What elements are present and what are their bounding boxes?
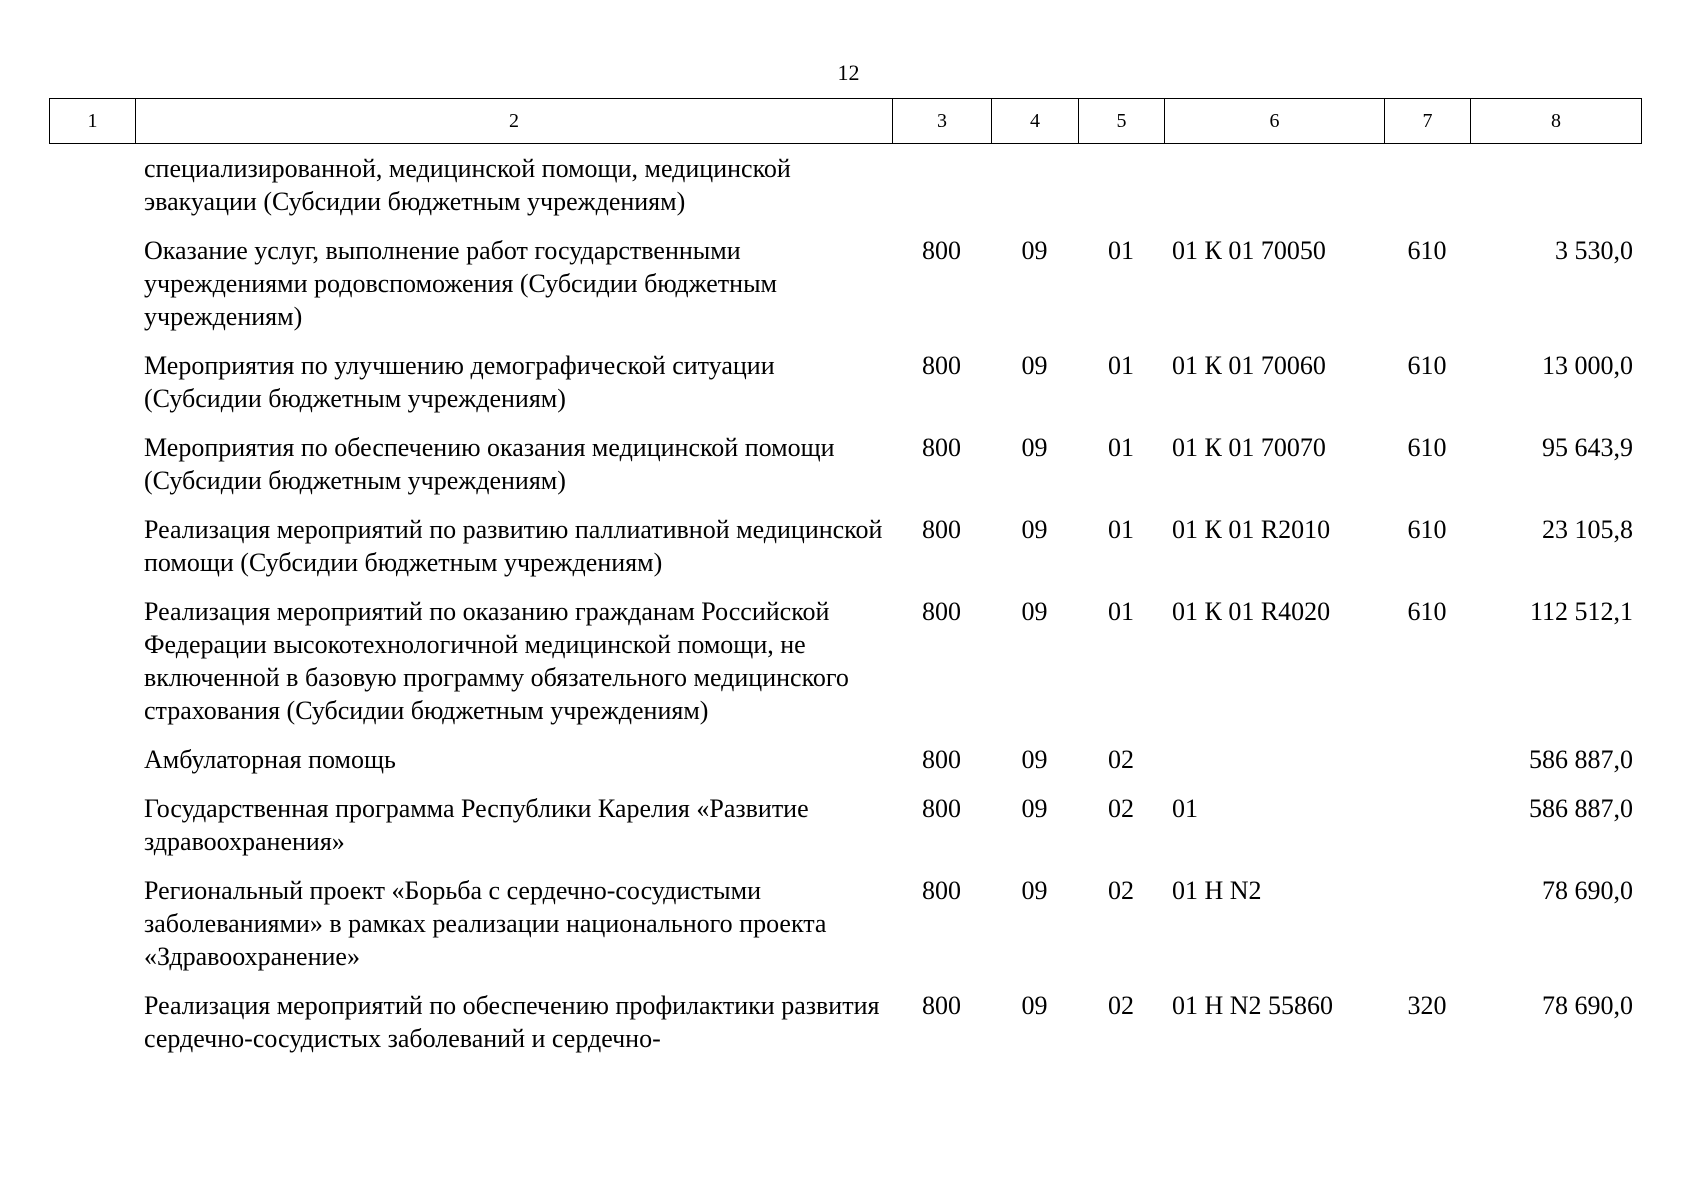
page-number: 12 bbox=[837, 60, 860, 85]
row-amount: 95 643,9 bbox=[1542, 433, 1633, 462]
table-row bbox=[49, 595, 1641, 727]
row-name: Реализация мероприятий по оказанию гражданам Российской Федерации высокотехнологичной медицинской помощи, не включенной в базовую программу обязательного медицинского страхования (Субсидии бюджетным учреждениям) bbox=[144, 597, 849, 725]
table-row bbox=[49, 792, 1641, 858]
row-amount: 78 690,0 bbox=[1542, 991, 1633, 1020]
row-section: 09 bbox=[1021, 745, 1048, 774]
row-amount: 78 690,0 bbox=[1542, 876, 1633, 905]
row-name: Государственная программа Республики Карелия «Развитие здравоохранения» bbox=[144, 794, 809, 856]
row-name: Оказание услуг, выполнение работ государственными учреждениями родовспоможения (Субсидии бюджетным учреждениям) bbox=[144, 236, 777, 331]
row-name: Мероприятия по улучшению демографической ситуации (Субсидии бюджетным учреждениям) bbox=[144, 351, 775, 413]
row-subsection: 02 bbox=[1108, 794, 1134, 823]
row-admin-code: 800 bbox=[922, 515, 961, 544]
row-expense-type: 320 bbox=[1407, 991, 1447, 1020]
row-admin-code: 800 bbox=[922, 351, 961, 380]
row-name: Амбулаторная помощь bbox=[144, 745, 396, 774]
row-section: 09 bbox=[1021, 794, 1048, 823]
row-subsection: 01 bbox=[1108, 236, 1134, 265]
row-section: 09 bbox=[1021, 597, 1048, 626]
row-admin-code: 800 bbox=[922, 433, 961, 462]
row-section: 09 bbox=[1021, 991, 1048, 1020]
row-target-code: 01 Н N2 55860 bbox=[1172, 991, 1334, 1020]
row-section: 09 bbox=[1021, 351, 1048, 380]
row-amount: 13 000,0 bbox=[1542, 351, 1633, 380]
row-target-code: 01 К 01 70050 bbox=[1172, 236, 1326, 265]
row-subsection: 02 bbox=[1108, 876, 1134, 905]
row-subsection: 01 bbox=[1108, 515, 1134, 544]
column-header-8: 8 bbox=[1471, 99, 1642, 144]
table-row bbox=[49, 234, 1641, 333]
row-name: Мероприятия по обеспечению оказания медицинской помощи (Субсидии бюджетным учреждениям) bbox=[144, 433, 835, 495]
row-amount: 3 530,0 bbox=[1555, 236, 1633, 265]
column-header-1: 1 bbox=[50, 99, 136, 144]
table-row bbox=[49, 874, 1641, 973]
row-subsection: 01 bbox=[1108, 433, 1134, 462]
row-subsection: 02 bbox=[1108, 745, 1134, 774]
column-header-7: 7 bbox=[1385, 99, 1471, 144]
column-header-6: 6 bbox=[1165, 99, 1385, 144]
table-body bbox=[49, 152, 1641, 1055]
column-header-2: 2 bbox=[136, 99, 893, 144]
row-section: 09 bbox=[1021, 515, 1048, 544]
row-section: 09 bbox=[1021, 236, 1048, 265]
row-admin-code: 800 bbox=[922, 597, 961, 626]
table-row bbox=[49, 989, 1641, 1055]
row-amount: 112 512,1 bbox=[1529, 597, 1633, 626]
row-target-code: 01 bbox=[1172, 794, 1198, 823]
row-expense-type: 610 bbox=[1407, 433, 1447, 462]
row-admin-code: 800 bbox=[922, 745, 961, 774]
row-expense-type: 610 bbox=[1407, 515, 1447, 544]
column-header-4: 4 bbox=[992, 99, 1079, 144]
table-row bbox=[49, 152, 1641, 218]
table-row bbox=[49, 431, 1641, 497]
row-admin-code: 800 bbox=[922, 236, 961, 265]
table-row bbox=[49, 513, 1641, 579]
row-name: Реализация мероприятий по развитию паллиативной медицинской помощи (Субсидии бюджетным учреждениям) bbox=[144, 515, 883, 577]
row-section: 09 bbox=[1021, 876, 1048, 905]
row-amount: 23 105,8 bbox=[1542, 515, 1633, 544]
row-admin-code: 800 bbox=[922, 794, 961, 823]
table-row bbox=[49, 349, 1641, 415]
row-target-code: 01 Н N2 bbox=[1172, 876, 1262, 905]
row-expense-type: 610 bbox=[1407, 236, 1447, 265]
table-row bbox=[49, 743, 1641, 776]
row-name: специализированной, медицинской помощи, медицинской эвакуации (Субсидии бюджетным учреждениям) bbox=[144, 154, 791, 216]
row-target-code: 01 К 01 70060 bbox=[1172, 351, 1326, 380]
row-name: Реализация мероприятий по обеспечению профилактики развития сердечно-сосудистых заболеваний и сердечно- bbox=[144, 991, 880, 1053]
row-target-code: 01 К 01 R2010 bbox=[1172, 515, 1331, 544]
row-target-code: 01 К 01 R4020 bbox=[1172, 597, 1331, 626]
row-name: Региональный проект «Борьба с сердечно-сосудистыми заболеваниями» в рамках реализации национального проекта «Здравоохранение» bbox=[144, 876, 827, 971]
row-amount: 586 887,0 bbox=[1529, 794, 1633, 823]
row-target-code: 01 К 01 70070 bbox=[1172, 433, 1326, 462]
row-admin-code: 800 bbox=[922, 876, 961, 905]
row-admin-code: 800 bbox=[922, 991, 961, 1020]
column-header-5: 5 bbox=[1079, 99, 1165, 144]
table-header bbox=[49, 98, 1642, 144]
row-section: 09 bbox=[1021, 433, 1048, 462]
row-subsection: 02 bbox=[1108, 991, 1134, 1020]
row-expense-type: 610 bbox=[1407, 351, 1447, 380]
column-header-3: 3 bbox=[893, 99, 992, 144]
row-amount: 586 887,0 bbox=[1529, 745, 1633, 774]
row-subsection: 01 bbox=[1108, 597, 1134, 626]
row-expense-type: 610 bbox=[1407, 597, 1447, 626]
row-subsection: 01 bbox=[1108, 351, 1134, 380]
